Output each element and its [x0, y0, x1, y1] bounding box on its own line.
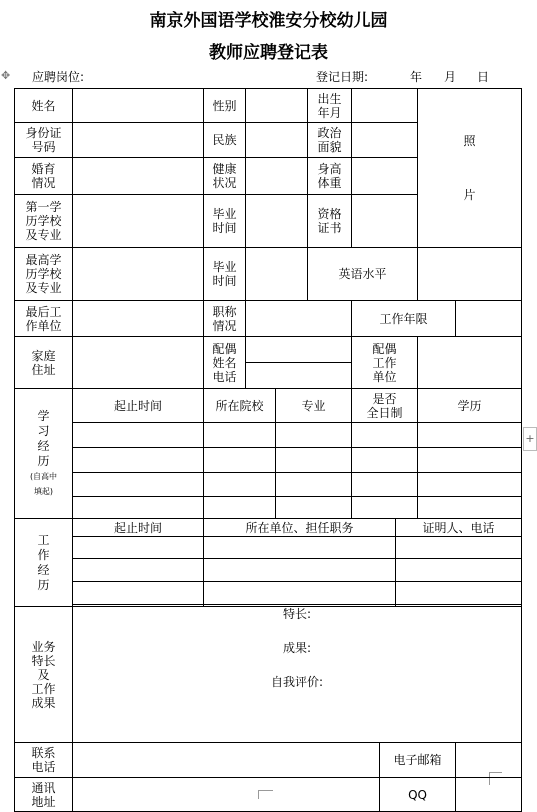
document-title: 南京外国语学校淮安分校幼儿园 [149, 11, 388, 31]
marital-field[interactable] [73, 158, 204, 195]
name-label: 姓名 [15, 89, 73, 123]
skill-label: 特长: [282, 607, 312, 621]
phone-label: 联系 电话 [15, 743, 73, 778]
position-label: 应聘岗位: [32, 70, 85, 84]
study-degree-header: 学历 [418, 389, 522, 423]
height-weight-field[interactable] [352, 158, 418, 195]
study-history-label: 学 习 经 历 (自高中 填起) [15, 389, 73, 519]
study-period-header: 起止时间 [73, 389, 204, 423]
cert-field[interactable] [352, 195, 418, 248]
health-field[interactable] [246, 158, 308, 195]
work-row [15, 559, 522, 582]
phone-field[interactable] [73, 743, 380, 778]
title-label: 职称 情况 [204, 301, 246, 337]
highest-edu-field[interactable] [73, 248, 204, 301]
id-field[interactable] [73, 123, 204, 158]
registration-table [14, 88, 522, 812]
health-label: 健康 状况 [204, 158, 246, 195]
work-row [15, 582, 522, 605]
qq-field[interactable] [456, 778, 522, 812]
ethnic-field[interactable] [246, 123, 308, 158]
study-school-header: 所在院校 [204, 389, 276, 423]
date-label: 登记日期: [316, 70, 369, 84]
grad-time2-label: 毕业 时间 [204, 248, 246, 301]
day-label: 日 [477, 70, 490, 84]
title-field[interactable] [246, 301, 352, 337]
marital-label: 婚育 情况 [15, 158, 73, 195]
business-field[interactable] [73, 607, 522, 743]
self-eval-label: 自我评价: [270, 675, 324, 689]
height-weight-label: 身高 体重 [308, 158, 352, 195]
home-label: 家庭 住址 [15, 337, 73, 389]
work-history-label: 工 作 经 历 [15, 519, 73, 607]
qq-label: QQ [380, 778, 456, 812]
spouse-label: 配偶 姓名 电话 [204, 337, 246, 389]
last-work-label: 最后工 作单位 [15, 301, 73, 337]
spouse-unit-field[interactable] [418, 337, 522, 389]
month-label: 月 [444, 70, 457, 84]
study-fulltime-header: 是否 全日制 [352, 389, 418, 423]
highest-edu-label: 最高学 历学校 及专业 [15, 248, 73, 301]
photo-box[interactable]: 照 片 [418, 89, 522, 248]
address-field[interactable] [73, 778, 380, 812]
birth-field[interactable] [352, 89, 418, 123]
political-label: 政治 面貌 [308, 123, 352, 158]
id-label: 身份证 号码 [15, 123, 73, 158]
name-field[interactable] [73, 89, 204, 123]
grad-time-label: 毕业 时间 [204, 195, 246, 248]
study-row [15, 473, 522, 497]
work-witness-header: 证明人、电话 [396, 519, 522, 537]
gender-field[interactable] [246, 89, 308, 123]
first-edu-field[interactable] [73, 195, 204, 248]
business-label: 业务 特长 及 工作 成果 [15, 607, 73, 743]
first-edu-label: 第一学 历学校 及专业 [15, 195, 73, 248]
last-work-field[interactable] [73, 301, 204, 337]
achievement-label: 成果: [282, 641, 312, 655]
add-row-plus-icon[interactable]: + [523, 427, 537, 451]
spouse-unit-label: 配偶 工作 单位 [352, 337, 418, 389]
birth-label: 出生 年月 [308, 89, 352, 123]
address-label: 通讯 地址 [15, 778, 73, 812]
form-title: 教师应聘登记表 [209, 43, 328, 63]
study-major-header: 专业 [276, 389, 352, 423]
english-label: 英语水平 [308, 248, 418, 301]
cert-label: 资格 证书 [308, 195, 352, 248]
work-years-field[interactable] [456, 301, 522, 337]
study-row [15, 448, 522, 473]
spouse-field[interactable] [246, 337, 352, 389]
political-field[interactable] [352, 123, 418, 158]
study-row [15, 423, 522, 448]
table-move-handle-icon[interactable]: ✥ [1, 69, 11, 82]
work-years-label: 工作年限 [352, 301, 456, 337]
english-field[interactable] [418, 248, 522, 301]
grad-time2-field[interactable] [246, 248, 308, 301]
home-field[interactable] [73, 337, 204, 389]
study-row [15, 497, 522, 519]
email-label: 电子邮箱 [380, 743, 456, 778]
work-period-header: 起止时间 [73, 519, 204, 537]
work-unit-header: 所在单位、担任职务 [204, 519, 396, 537]
work-row [15, 537, 522, 559]
gender-label: 性别 [204, 89, 246, 123]
year-label: 年 [410, 70, 423, 84]
email-field[interactable] [456, 743, 522, 778]
grad-time-field[interactable] [246, 195, 308, 248]
ethnic-label: 民族 [204, 123, 246, 158]
